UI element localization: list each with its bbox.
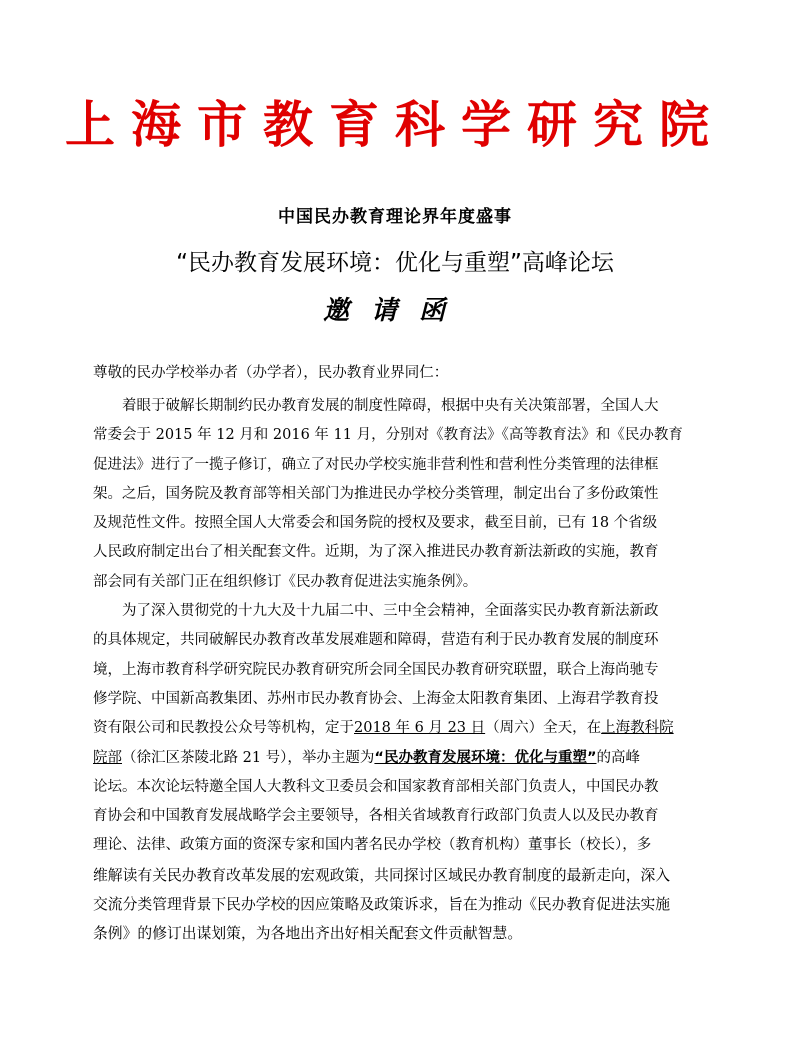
forum-theme: “民办教育发展环境：优化与重塑” — [374, 749, 597, 766]
paragraph-line: 及规范性文件。按照全国人大常委会和国务院的授权及要求，截至目前，已有 18 个省级 — [93, 515, 658, 532]
paragraph-line: 修学院、中国新高教集团、苏州市民办教育协会、上海金太阳教育集团、上海君学教育投 — [93, 690, 659, 707]
event-subtitle: 中国民办教育理论界年度盛事 — [278, 207, 512, 227]
paragraph-line: 人民政府制定出台了相关配套文件。近期，为了深入推进民办教育新法新政的实施，教育 — [93, 544, 659, 561]
paragraph-line: 维解读有关民办教育改革发展的宏观政策，共同探讨区域民办教育制度的最新走向，深入 — [93, 866, 671, 884]
paragraph-line: 交流分类管理背景下民办学校的因应策略及政策诉求，旨在为推动《民办教育促进法实施 — [93, 896, 671, 914]
paragraph-line: 部会同有关部门正在组织修订《民办教育促进法实施条例》。 — [93, 573, 478, 590]
paragraph-line: 着眼于破解长期制约民办教育发展的制度性障碍，根据中央有关决策部署，全国人大 — [93, 398, 659, 414]
paragraph-line-date — [93, 714, 713, 743]
event-date: 2018 年 6 月 23 日 — [354, 720, 486, 737]
text-span: （徐汇区茶陵北路 21 号），举办主题为 — [122, 749, 375, 766]
invitation-heading: 邀请函 — [322, 296, 467, 326]
paragraph-line: 理论、法律、政策方面的资深专家和国内著名民办学校（教育机构）董事长（校长），多 — [93, 837, 652, 854]
text-span: 的高峰 — [596, 749, 640, 766]
paragraph-line: 促进法》进行了一揽子修订，确立了对民办学校实施非营利性和营利性分类管理的法律框 — [93, 456, 659, 473]
paragraph-line: 的具体规定，共同破解民办教育改革发展难题和障碍，营造有利于民办教育发展的制度环 — [93, 632, 659, 649]
letter-body — [93, 392, 713, 949]
forum-title: “民办教育发展环境：优化与重塑”高峰论坛 — [176, 250, 614, 276]
event-venue: 上海教科院 — [601, 720, 674, 737]
paragraph-line: 为了深入贯彻党的十九大及十九届二中、三中全会精神，全面落实民办教育新法新政 — [93, 603, 659, 620]
paragraph-line-theme — [93, 744, 713, 773]
text-span: （周六）全天，在 — [485, 720, 602, 737]
event-venue-cont: 院部 — [93, 749, 122, 766]
salutation: 尊敬的民办学校举办者（办学者），民办教育业界同仁： — [93, 365, 449, 381]
paragraph-line: 育协会和中国教育发展战略学会主要领导，各相关省域教育行政部门负责人以及民办教育 — [93, 808, 659, 825]
org-title: 上海市教育科学研究院 — [65, 95, 725, 154]
text-span: 资有限公司和民教投公众号等机构，定于 — [93, 720, 354, 737]
paragraph-line: 条例》的修订出谋划策，为各地出齐出好相关配套文件贡献智慧。 — [93, 925, 523, 943]
paragraph-line: 论坛。本次论坛特邀全国人大教科文卫委员会和国家教育部相关部门负责人，中国民办教 — [93, 778, 659, 795]
paragraph-line: 境，上海市教育科学研究院民办教育研究所会同全国民办教育研究联盟，联合上海尚驰专 — [93, 661, 659, 678]
paragraph-line: 常委会于 2015 年 12 月和 2016 年 11 月，分别对《教育法》《高等教育法》和《民办教育 — [93, 427, 683, 444]
paragraph-line: 架。之后，国务院及教育部等相关部门为推进民办学校分类管理，制定出台了多份政策性 — [93, 485, 659, 502]
